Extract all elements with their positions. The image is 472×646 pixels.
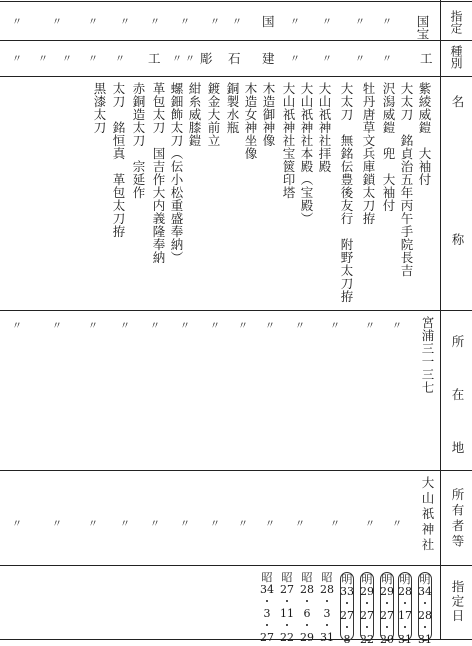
ditto-mark: 〃 xyxy=(12,519,21,530)
rule-header-column xyxy=(440,0,441,640)
date-separator: ・ xyxy=(321,619,333,632)
date-part-d: 27 xyxy=(260,631,274,644)
ditto-mark: 〃 xyxy=(210,519,219,530)
ditto-mark: 〃 xyxy=(150,321,159,332)
date-part-yy: 28 xyxy=(300,583,314,596)
date-part-yy: 28 xyxy=(398,585,412,598)
ditto-mark: 〃 xyxy=(330,321,339,332)
owner-text: 大山祇神社 xyxy=(420,476,435,554)
ditto-mark: 〃 xyxy=(238,321,247,332)
ditto-mark: 〃 xyxy=(12,321,21,332)
ditto-mark: 〃 xyxy=(330,519,339,530)
name-entry: 鍍金大前立 xyxy=(206,82,221,147)
ditto-mark: 〃 xyxy=(88,321,97,332)
ditto-mark: 〃 xyxy=(115,54,124,65)
date-entry xyxy=(260,571,274,644)
header-location: 所 在 地 xyxy=(450,335,465,468)
location-text: 宮浦三一三七 xyxy=(420,316,435,394)
name-entry: 大太刀 無銘伝豊後友行 附野太刀拵 xyxy=(339,82,354,303)
date-separator: ・ xyxy=(399,621,411,634)
date-part-era: 明 xyxy=(341,573,353,586)
header-name: 名 称 xyxy=(450,95,465,268)
header-owner: 所有者等 xyxy=(450,488,465,550)
date-part-era: 昭 xyxy=(301,571,313,584)
date-separator: ・ xyxy=(341,621,353,634)
date-separator: ・ xyxy=(281,619,293,632)
ditto-mark: 〃 xyxy=(365,519,374,530)
rule-top xyxy=(0,1,472,2)
date-part-yy: 27 xyxy=(280,583,294,596)
date-separator: ・ xyxy=(301,619,313,632)
ditto-mark: 〃 xyxy=(52,519,61,530)
ditto-mark: 〃 xyxy=(232,17,241,28)
date-part-era: 明 xyxy=(419,573,431,586)
ditto-mark: 〃 xyxy=(120,321,129,332)
ditto-mark: 〃 xyxy=(295,321,304,332)
name-entry: 牡丹唐草文兵庫鎖太刀拵 xyxy=(361,82,376,225)
date-entry xyxy=(300,571,314,644)
ditto-mark: 〃 xyxy=(62,54,71,65)
ditto-mark: 〃 xyxy=(355,17,364,28)
ditto-mark: 〃 xyxy=(150,519,159,530)
date-part-m: 27 xyxy=(380,609,394,622)
date-part-yy: 29 xyxy=(360,585,374,598)
name-entry: 大山祇神社宝篋印塔 xyxy=(281,82,296,199)
date-part-m: 11 xyxy=(280,607,294,620)
type-building: 建 xyxy=(262,51,275,66)
name-entry: 革包太刀 国吉作大内義隆奉納 xyxy=(151,82,166,264)
date-separator: ・ xyxy=(381,597,393,610)
header-type: 種別 xyxy=(449,45,463,69)
header-designation: 指定 xyxy=(449,10,463,34)
date-part-era: 明 xyxy=(399,573,411,586)
type-sculpture: 彫 xyxy=(200,51,213,66)
ditto-mark: 〃 xyxy=(322,54,331,65)
name-entry: 紺糸威膝鎧 xyxy=(187,82,202,147)
rule-location xyxy=(0,470,472,471)
date-separator: ・ xyxy=(361,621,373,634)
ditto-mark: 〃 xyxy=(52,321,61,332)
name-entry: 黒漆太刀 xyxy=(92,82,107,134)
date-entry xyxy=(380,572,394,646)
date-part-yy: 29 xyxy=(380,585,394,598)
ditto-mark: 〃 xyxy=(52,17,61,28)
rule-type xyxy=(0,76,472,77)
date-part-yy: 34 xyxy=(260,583,274,596)
date-part-era: 昭 xyxy=(281,571,293,584)
ditto-mark: 〃 xyxy=(88,519,97,530)
name-entry: 赤銅造太刀 宗延作 xyxy=(131,82,146,199)
date-separator: ・ xyxy=(361,597,373,610)
ditto-mark: 〃 xyxy=(290,17,299,28)
date-part-d: 31 xyxy=(320,631,334,644)
ditto-mark: 〃 xyxy=(180,321,189,332)
ditto-mark: 〃 xyxy=(382,54,391,65)
ditto-mark: 〃 xyxy=(355,54,364,65)
date-part-m: 17 xyxy=(398,609,412,622)
name-entry: 木造女神坐像 xyxy=(243,82,258,160)
name-entry: 大太刀 銘貞治五年丙午手院長吉 xyxy=(399,82,414,277)
name-entry: 銅製水瓶 xyxy=(225,82,240,134)
ditto-mark: 〃 xyxy=(265,519,274,530)
date-part-m: 6 xyxy=(303,607,311,620)
date-entry xyxy=(398,572,412,646)
date-entry xyxy=(360,572,374,646)
header-date: 指定日 xyxy=(450,580,465,624)
ditto-mark: 〃 xyxy=(185,54,194,65)
ditto-mark: 〃 xyxy=(150,17,159,28)
ditto-mark: 〃 xyxy=(120,17,129,28)
ditto-mark: 〃 xyxy=(172,54,181,65)
ditto-mark: 〃 xyxy=(392,519,401,530)
date-part-yy: 34 xyxy=(418,585,432,598)
ditto-mark: 〃 xyxy=(120,519,129,530)
ditto-mark: 〃 xyxy=(210,17,219,28)
date-part-m: 28 xyxy=(418,609,432,622)
date-separator: ・ xyxy=(399,597,411,610)
ditto-mark: 〃 xyxy=(180,519,189,530)
designation-national-treasure: 国宝 xyxy=(415,15,430,40)
name-entry: 太刀 銘恒真 革包太刀拵 xyxy=(111,82,126,238)
date-separator: ・ xyxy=(321,595,333,608)
date-part-d: 29 xyxy=(300,631,314,644)
date-part-d: 31 xyxy=(418,633,432,646)
ditto-mark: 〃 xyxy=(382,17,391,28)
date-separator: ・ xyxy=(419,597,431,610)
date-separator: ・ xyxy=(341,597,353,610)
ditto-mark: 〃 xyxy=(238,519,247,530)
date-entry xyxy=(280,571,294,644)
date-part-m: 27 xyxy=(340,609,354,622)
ditto-mark: 〃 xyxy=(295,519,304,530)
name-entry: 螺鈿飾太刀（伝小松重盛奉納） xyxy=(169,82,184,264)
date-entry xyxy=(320,571,334,644)
date-part-era: 明 xyxy=(361,573,373,586)
ditto-mark: 〃 xyxy=(12,54,21,65)
date-part-m: 3 xyxy=(263,607,271,620)
name-entry: 大山祇神社拝殿 xyxy=(317,82,332,173)
rule-designation xyxy=(0,40,472,41)
name-entry: 沢潟威鎧 兜 大袖付 xyxy=(381,82,396,212)
date-separator: ・ xyxy=(261,595,273,608)
date-part-yy: 33 xyxy=(340,585,354,598)
date-entry xyxy=(340,572,354,646)
date-separator: ・ xyxy=(281,595,293,608)
date-part-m: 3 xyxy=(323,607,331,620)
date-separator: ・ xyxy=(419,621,431,634)
ditto-mark: 〃 xyxy=(88,17,97,28)
ditto-mark: 〃 xyxy=(290,54,299,65)
ditto-mark: 〃 xyxy=(88,54,97,65)
date-entry xyxy=(418,572,432,646)
type-craft-2: 工 xyxy=(148,51,161,66)
ditto-mark: 〃 xyxy=(265,321,274,332)
ditto-mark: 〃 xyxy=(210,321,219,332)
name-entry: 大山祇神社本殿（宝殿） xyxy=(299,82,314,225)
ditto-mark: 〃 xyxy=(12,17,21,28)
name-entry: 木造御神像 xyxy=(261,82,276,147)
rule-name xyxy=(0,310,472,311)
date-part-d: 8 xyxy=(343,633,351,646)
date-separator: ・ xyxy=(261,619,273,632)
type-stone: 石 xyxy=(228,51,241,66)
ditto-mark: 〃 xyxy=(392,321,401,332)
ditto-mark: 〃 xyxy=(322,17,331,28)
date-part-d: 22 xyxy=(360,633,374,646)
date-separator: ・ xyxy=(381,621,393,634)
date-part-d: 31 xyxy=(398,633,412,646)
date-part-era: 昭 xyxy=(321,571,333,584)
ditto-mark: 〃 xyxy=(180,17,189,28)
date-part-yy: 28 xyxy=(320,583,334,596)
date-part-d: 20 xyxy=(380,633,394,646)
designation-national: 国 xyxy=(262,14,275,29)
date-part-m: 27 xyxy=(360,609,374,622)
type-craft-1: 工 xyxy=(420,51,433,66)
date-separator: ・ xyxy=(301,595,313,608)
ditto-mark: 〃 xyxy=(38,54,47,65)
date-part-d: 22 xyxy=(280,631,294,644)
name-entry: 紫綾威鎧 大袖付 xyxy=(417,82,432,186)
date-part-era: 昭 xyxy=(261,571,273,584)
ditto-mark: 〃 xyxy=(365,321,374,332)
rule-owner xyxy=(0,565,472,566)
date-part-era: 明 xyxy=(381,573,393,586)
